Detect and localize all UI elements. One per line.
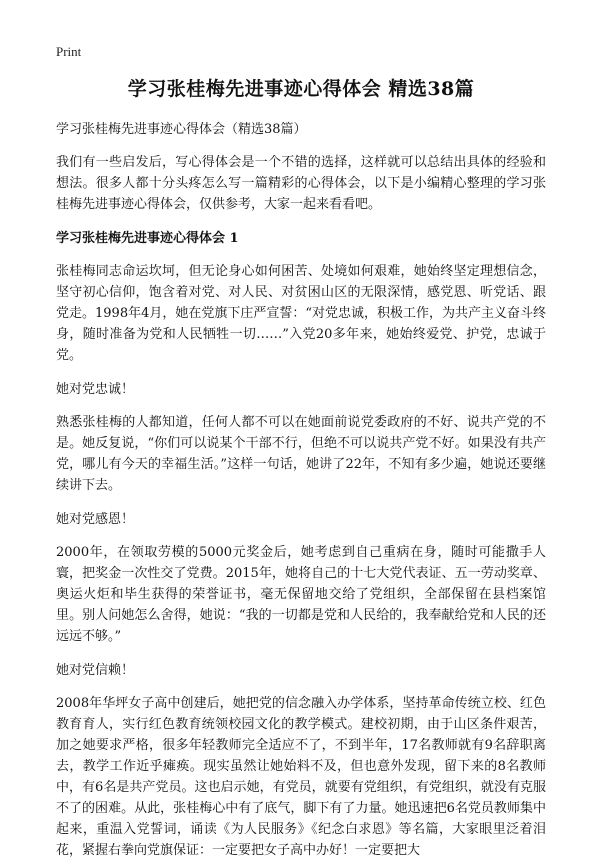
sub-heading-loyal: 她对党忠诚！ [56, 382, 135, 397]
sub-heading-trust: 她对党信赖！ [56, 663, 135, 678]
article-subtitle: 学习张桂梅先进事迹心得体会（精选38篇） [56, 122, 307, 137]
intro-paragraph: 我们有一些启发后，写心得体会是一个不错的选择，这样就可以总结出具体的经验和想法。很多人都十分头疼怎么写一篇精彩的心得体会，以下是小编精心整理的学习张桂梅先进事迹心得体会，仅供参考，大家一起来看看吧。 [56, 155, 546, 212]
page-title: 学习张桂梅先进事迹心得体会 精选38篇 [127, 78, 475, 100]
paragraph-1: 张桂梅同志命运坎坷，但无论身心如何困苦、处境如何艰难，她始终坚定理想信念，坚守初心信仰，饱含着对党、对人民、对贫困山区的无限深情，感党恩、听党话、跟党走。1998年4月，她在党旗下庄严宣誓：“对党忠诚，积极工作，为共产主义奋斗终身，随时准备为党和人民牺牲一切……”入党20多年来，她始终爱党、护党，忠诚于党。 [56, 264, 547, 363]
print-link[interactable]: Print [56, 44, 82, 59]
sub-heading-grateful: 她对党感恩！ [56, 512, 135, 527]
paragraph-3: 2000年，在领取劳模的5000元奖金后，她考虑到自己重病在身，随时可能撒手人寰，把奖金一次性交了党费。2015年，她将自己的十七大党代表证、五一劳动奖章、奥运火炬和毕生获得的荣誉证书，毫无保留地交给了党组织，全部保留在县档案馆里。别人问她怎么舍得，她说：“我的一切都是党和人民给的，我奉献给党和人民的还远远不够。” [56, 545, 546, 644]
paragraph-2: 熟悉张桂梅的人都知道，任何人都不可以在她面前说党委政府的不好、说共产党的不是。她反复说，“你们可以说某个干部不行，但绝不可以说共产党不好。如果没有共产党，哪儿有今天的幸福生活。”这样一句话，她讲了22年，不知有多少遍，她说还要继续讲下去。 [56, 415, 546, 493]
article [56, 74, 546, 861]
section-heading: 学习张桂梅先进事迹心得体会 1 [56, 231, 239, 246]
paragraph-4: 2008年华坪女子高中创建后，她把党的信念融入办学体系，坚持革命传统立校、红色教育育人，实行红色教育统领校园文化的教学模式。建校初期，由于山区条件艰苦，加之她要求严格，很多年轻教师完全适应不了，不到半年，17名教师就有9名辞职离去，教学工作近乎瘫痪。现实虽然让她始料不及，但也意外发现，留下来的8名教师中，有6名是共产党员。这也启示她，有党员，就要有党组织，有党组织，就没有克服不了的困难。从此，张桂梅心中有了底气，脚下有了力量。她迅速把6名党员教师集中起来，重温入党誓词，诵读《为人民服务》《纪念白求恩》等名篇，大家眼里泛着泪花，紧握右拳向党旗保证：一定要把女子高中办好！一定要把大 [56, 696, 546, 858]
